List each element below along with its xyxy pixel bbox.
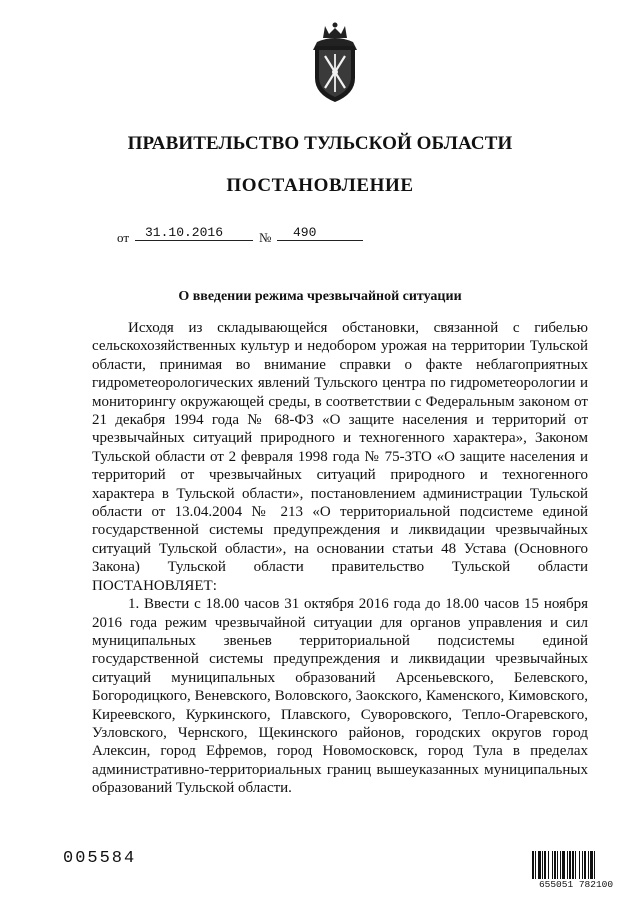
government-title: ПРАВИТЕЛЬСТВО ТУЛЬСКОЙ ОБЛАСТИ bbox=[127, 133, 513, 154]
document-date: 31.10.2016 bbox=[135, 225, 253, 241]
document-body bbox=[92, 319, 588, 798]
document-type: ПОСТАНОВЛЕНИЕ bbox=[226, 175, 414, 196]
preamble-paragraph: Исходя из складывающейся обстановки, связанной с гибелью сельскохозяйственных культур и недобором урожая на территории Тульской области, принимая во внимание справки о факте неблагоприятных гидрометеорологических явлений Тульского центра по гидрометеорологии и мониторингу окружающей среды, в соответствии с Федеральным законом от 21 декабря 1994 года № 68-ФЗ «О защите населения и территорий от чрезвычайных ситуаций природного и техногенного характера», Законом Тульской области от 2 февраля 1998 года № 75-ЗТО «О защите населения и территорий от чрезвычайных ситуаций природного и техногенного характера в Тульской области», постановлением администрации Тульской области от 13.04.2004 № 213 «О территориальной подсистеме единой государственной системы предупреждения и ликвидации чрезвычайных ситуаций Тульской области», на основании статьи 48 Устава (Основного Закона) Тульской области правительство Тульской области ПОСТАНОВЛЯЕТ: bbox=[92, 320, 588, 594]
date-label: от bbox=[117, 230, 130, 245]
document-subject: О введении режима чрезвычайной ситуации bbox=[178, 289, 462, 304]
serial-number: 005584 bbox=[63, 849, 137, 868]
item-1-paragraph: 1. Ввести с 18.00 часов 31 октября 2016 года до 18.00 часов 15 ноября 2016 года режим чрезвычайной ситуации для органов управления и сил муниципальных звеньев территориальной подсистемы единой государственной системы предупреждения и ликвидации чрезвычайных ситуаций муниципальных образований Арсеньевского, Белевского, Богородицкого, Веневского, Воловского, Заокского, Каменского, Кимовского, Киреевского, Куркинского, Плавского, Суворовского, Тепло-Огаревского, Узловского, Чернского, Щекинского районов, городских округов город Алексин, город Ефремов, город Новомосковск, город Тула в пределах административно-территориальных границ вышеуказанных муниципальных образований Тульской области. bbox=[92, 596, 588, 797]
document-number: 490 bbox=[277, 225, 363, 241]
coat-of-arms-icon bbox=[303, 20, 367, 104]
barcode-icon bbox=[532, 851, 620, 889]
barcode-number: 655051 782100 bbox=[532, 879, 620, 890]
number-label: № bbox=[259, 230, 272, 245]
